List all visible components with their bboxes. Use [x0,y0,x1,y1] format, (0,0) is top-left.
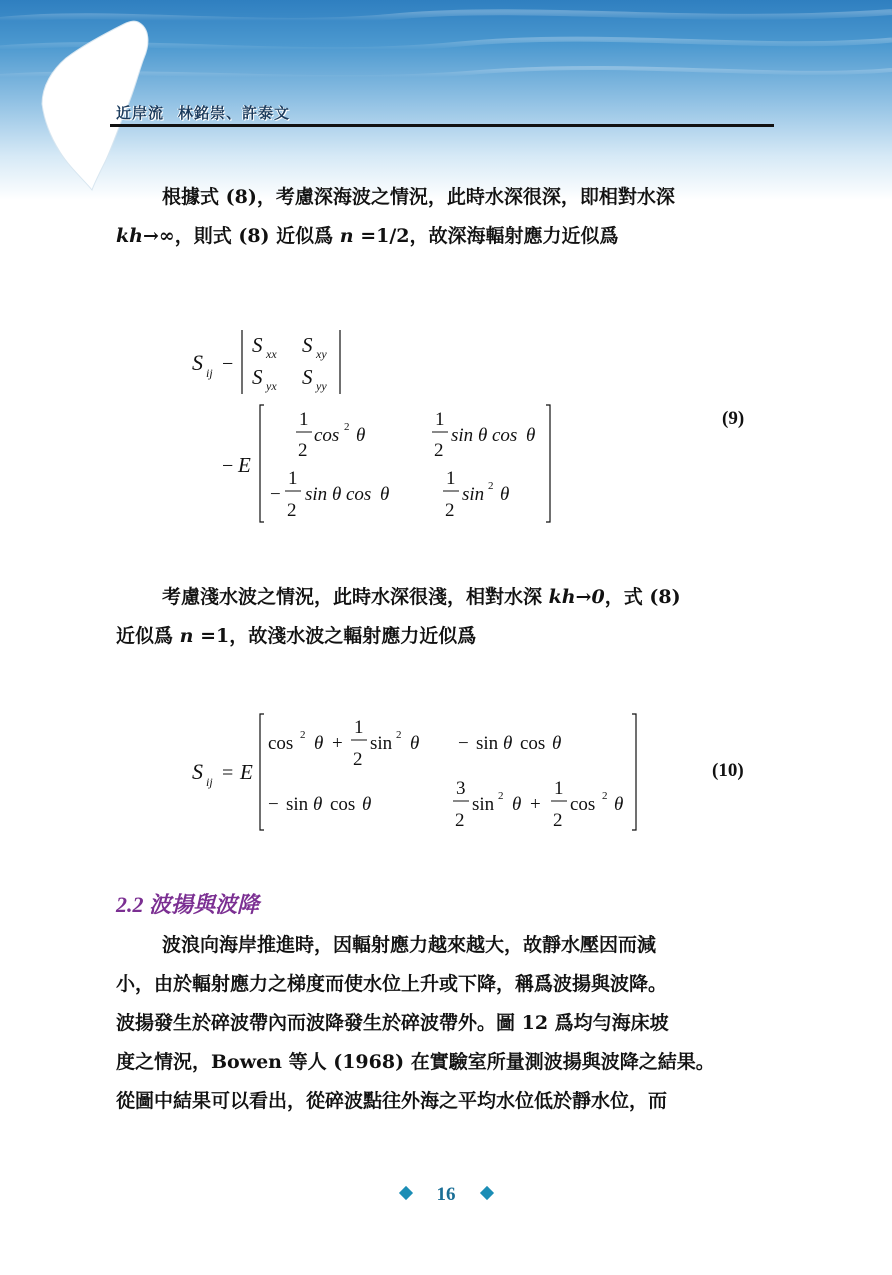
paragraph-line: 波浪向海岸推進時，因輻射應力越來越大，故靜水壓因而減 [162,934,657,956]
eq10-ij: ij [206,775,213,789]
page-number: 16 [436,1184,456,1205]
paragraph-line [116,578,776,617]
eq9-r2c1-theta: θ [332,484,342,505]
eq10-r1c1-plus: + [332,733,343,754]
paragraph-setup-setdown [116,926,776,1121]
paragraph-shallow-water [116,578,776,656]
eq9-r2c2-den: 2 [445,500,455,521]
eq9-syx: S [252,365,263,389]
eq10-r1c1-sin: sin [370,733,393,754]
header-authors: 林銘崇、許泰文 [178,104,291,122]
eq9-r2c2-theta: θ [500,484,510,505]
eq9-syy: S [302,365,313,389]
eq10-r1c1-theta2: θ [410,733,420,754]
eq10-r1c1-sq: 2 [300,729,306,741]
eq10-s: S [192,759,203,784]
text-run: =1，故淺水波之輻射應力近似爲 [193,625,477,647]
paragraph-line [116,617,776,656]
n-symbol: n [339,225,354,247]
eq9-bracket-left [260,405,264,522]
eq10-eq: = [222,762,234,784]
eq9-r1c1-sq: 2 [344,421,350,433]
eq10-r1c1-cos: cos [268,733,294,754]
eq9-s: S [192,350,203,375]
paragraph-line: 度之情況，Bowen 等人 (1968) 在實驗室所量測波揚與波降之結果。 [116,1051,715,1073]
eq10-r1c2-theta2: θ [552,733,562,754]
eq9-r1c1-theta: θ [356,425,366,446]
equation-10-number: (10) [712,760,744,781]
eq10-r2c1-sin: sin [286,794,309,815]
page-footer [0,1184,892,1206]
eq10-r1c1-num: 1 [354,717,364,738]
eq9-r1c2-num: 1 [435,409,445,430]
eq10-r2c1-theta: θ [313,794,323,815]
eq9-sxy: S [302,333,313,357]
section-heading: 2.2 波揚與波降 [116,892,260,917]
eq9-sxx: S [252,333,263,357]
eq10-r2c2-cos: cos [570,794,596,815]
eq10-r2c1-theta2: θ [362,794,372,815]
eq10-r2c2-sq: 2 [498,790,504,802]
eq9-r2c1-num: 1 [288,468,298,489]
eq9-r2c1-sin: sin [305,484,328,505]
eq9-r2c1-den: 2 [287,500,297,521]
eq9-r1c1-num: 1 [299,409,309,430]
eq10-r2c2-theta2: θ [614,794,624,815]
paragraph-line: 從圖中結果可以看出，從碎波點往外海之平均水位低於靜水位，而 [116,1090,668,1112]
eq9-minus2: − [222,455,234,477]
eq9-r1c2-theta2: θ [526,425,536,446]
header-rule [110,124,774,127]
eq10-r1c1-sq2: 2 [396,729,402,741]
paragraph-line [116,217,776,256]
eq9-r2c1-minus: − [270,484,281,505]
eq9-e: E [238,453,251,477]
running-header [116,102,290,123]
eq9-xy: xy [316,347,327,361]
eq9-r1c2-sin: sin [451,425,474,446]
eq9-r2c2-sq: 2 [488,480,494,492]
eq9-r1c1-cos: cos [314,425,340,446]
sea-texture [0,0,892,200]
eq10-bracket-right [632,714,636,830]
eq10-r1c2-sin: sin [476,733,499,754]
n-symbol: n [179,625,194,647]
diamond-icon [398,1186,412,1200]
eq10-r2c2-theta: θ [512,794,522,815]
eq9-yy: yy [316,379,327,393]
equation-9-number: (9) [722,408,745,429]
eq9-xx: xx [266,347,277,361]
text-run: =1/2，故深海輻射應力近似爲 [353,225,619,247]
eq9-r2c2-num: 1 [446,468,456,489]
text-run: 考慮淺水波之情況，此時水深很淺，相對水深 [162,586,549,608]
paragraph-deep-water [116,178,776,256]
eq10-r2c2-plus: + [530,794,541,815]
diamond-icon [479,1186,493,1200]
eq9-bracket-right [546,405,550,522]
eq10-r1c1-theta: θ [314,733,324,754]
eq9-r1c2-den: 2 [434,440,444,461]
eq10-r2c2-den: 2 [455,810,465,831]
eq10-bracket-left [260,714,264,830]
kh-infinity: kh→∞ [116,225,175,247]
eq10-r1c2-cos: cos [520,733,546,754]
paragraph-line: 根據式 (8)，考慮深海波之情況，此時水深很深，即相對水深 [162,186,675,208]
eq9-r2c1-cos: cos [346,484,372,505]
text-run: 近似爲 [116,625,180,647]
eq10-r1c2-theta: θ [503,733,513,754]
eq10-r1c1-den: 2 [353,749,363,770]
eq10-r2c2-den2: 2 [553,810,563,831]
eq10-r2c2-num2: 1 [554,778,564,799]
paragraph-line: 小，由於輻射應力之梯度而使水位上升或下降，稱爲波揚與波降。 [116,973,668,995]
text-run: ，則式 (8) 近似爲 [174,225,340,247]
eq9-r2c2-sin: sin [462,484,485,505]
text-run: ，式 (8) [604,586,681,608]
eq9-yx: yx [266,379,277,393]
eq9-r1c2-cos: cos [492,425,518,446]
eq9-minus1: − [222,353,234,375]
eq9-ij: ij [206,366,213,380]
eq9-r2c1-theta2: θ [380,484,390,505]
eq9-r1c1-den: 2 [298,440,308,461]
kh-zero: kh→0 [548,586,605,608]
eq10-r2c2-sq2: 2 [602,790,608,802]
paragraph-line: 波揚發生於碎波帶內而波降發生於碎波帶外。圖 12 爲均勻海床坡 [116,1012,669,1034]
eq10-e: E [240,760,253,784]
eq10-r2c1-cos: cos [330,794,356,815]
eq10-r2c2-num: 3 [456,778,466,799]
eq10-r2c2-sin: sin [472,794,495,815]
eq10-r1c2-minus: − [458,733,469,754]
eq10-r2c1-minus: − [268,794,279,815]
header-title: 近岸流 [116,104,165,122]
eq9-r1c2-theta: θ [478,425,488,446]
